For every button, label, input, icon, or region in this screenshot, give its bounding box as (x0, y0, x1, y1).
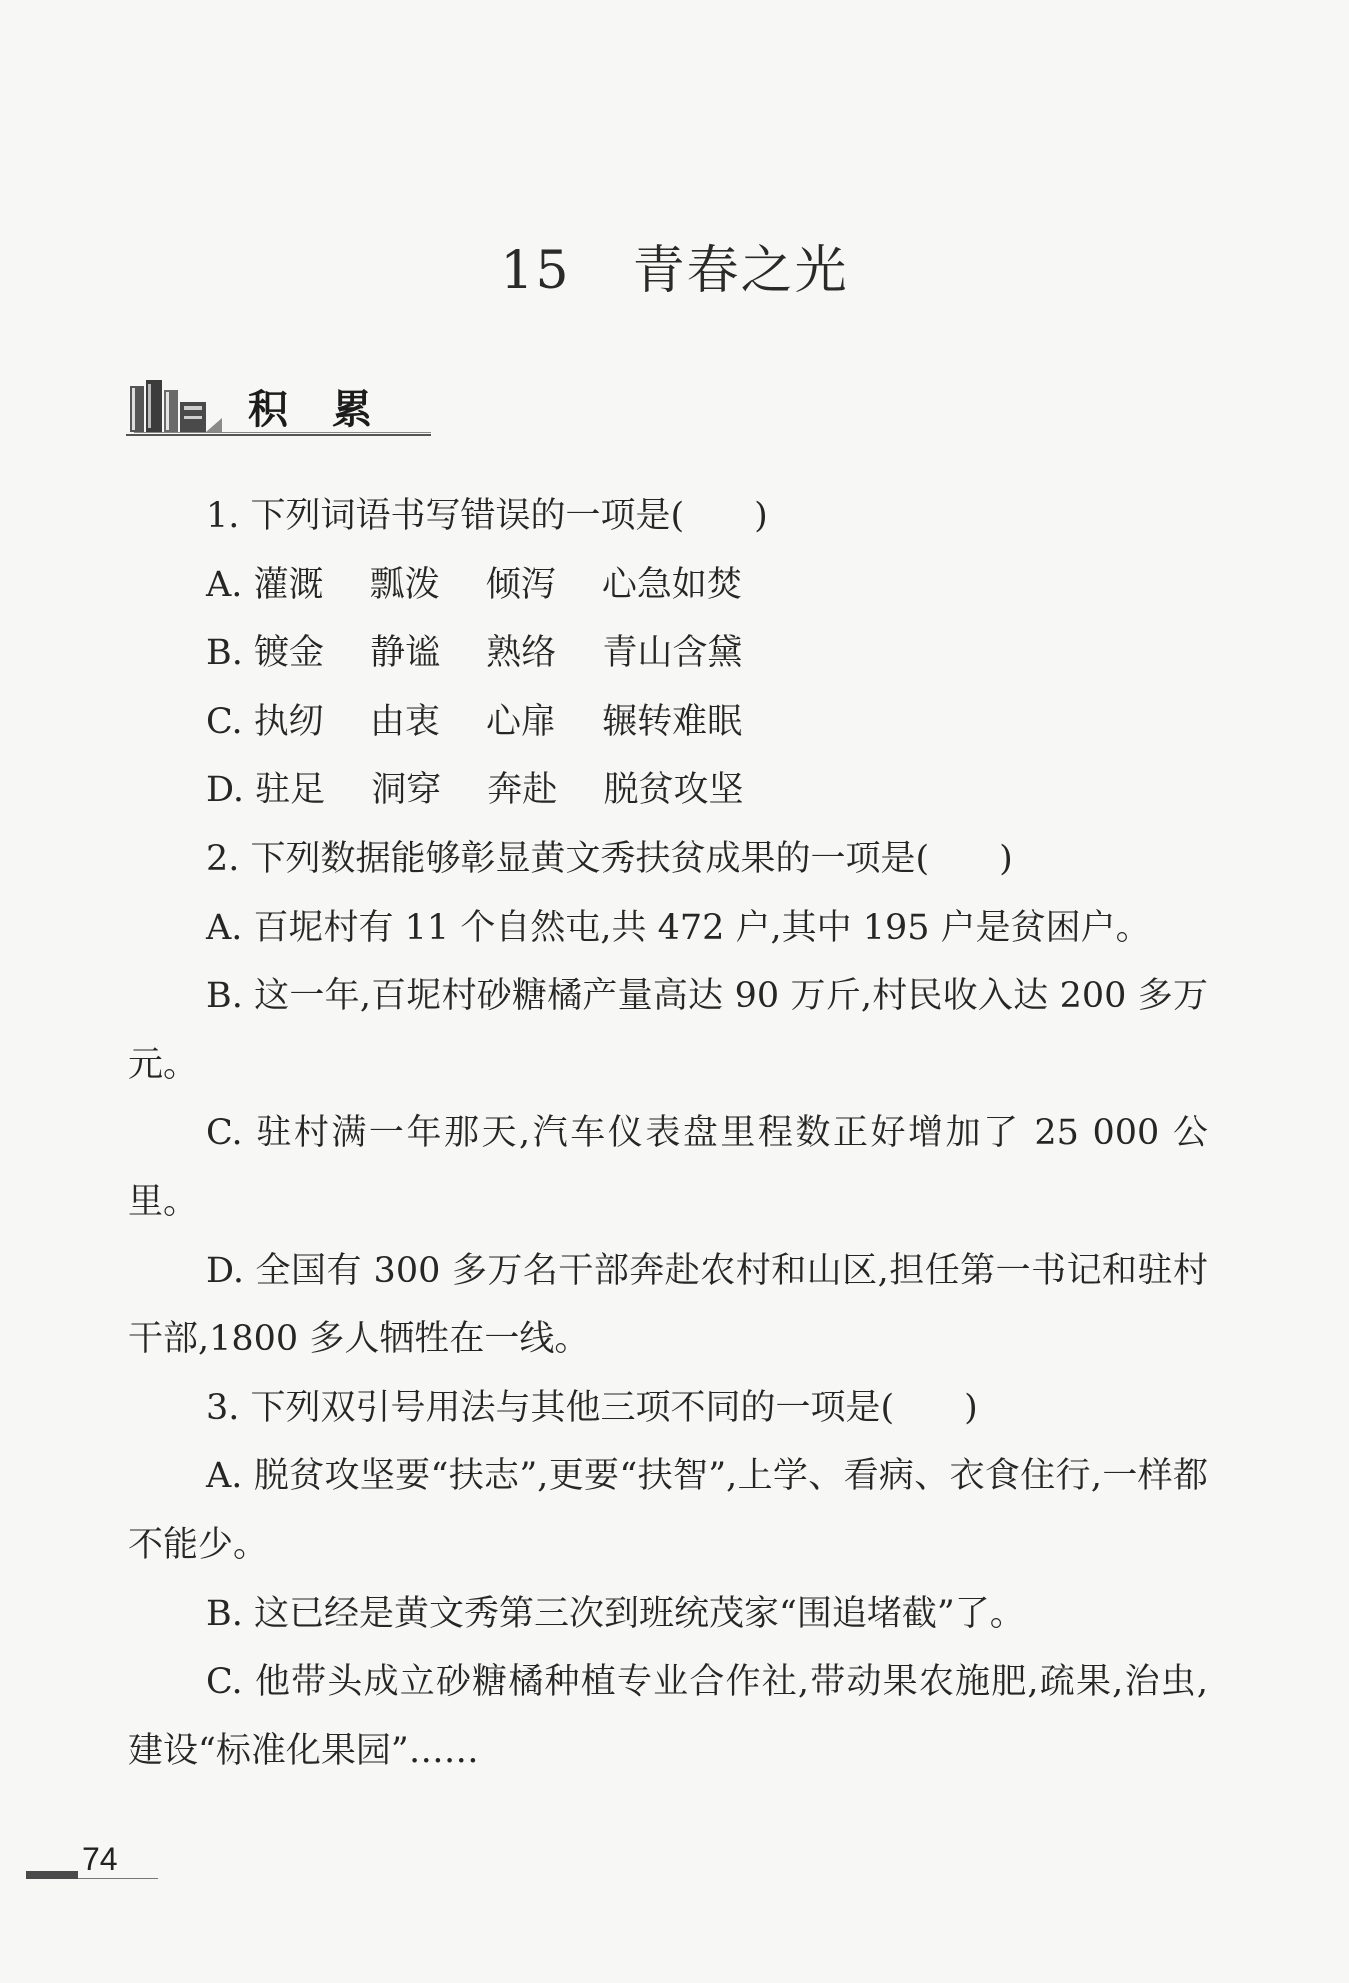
option: B. 这一年,百坭村砂糖橘产量高达 90 万斤,村民收入达 200 多万元。 (128, 976, 1208, 1085)
option: C. 执纫 由衷 心扉 辗转难眠 (206, 701, 743, 742)
questions (128, 482, 1208, 1785)
lesson-name: 青春之光 (632, 241, 849, 301)
footer-rule (78, 1878, 158, 1879)
option: B. 这已经是黄文秀第三次到班统茂家“围追堵截”了。 (206, 1593, 1025, 1634)
option: C. 驻村满一年那天,汽车仪表盘里程数正好增加了 25 000 公里。 (128, 1113, 1208, 1222)
option: D. 驻足 洞穿 奔赴 脱贫攻坚 (206, 770, 744, 811)
page-number: 74 (82, 1841, 118, 1877)
page-footer (26, 1841, 136, 1885)
option: A. 脱贫攻坚要“扶志”,更要“扶智”,上学、看病、衣食住行,一样都不能少。 (128, 1456, 1208, 1565)
lesson-title (0, 228, 1349, 303)
option: B. 镀金 静谧 熟络 青山含黛 (206, 633, 743, 674)
section-header (126, 376, 431, 438)
footer-bar (26, 1871, 78, 1879)
option: A. 灌溉 瓢泼 倾泻 心急如焚 (206, 564, 742, 605)
question-stem: 3. 下列双引号用法与其他三项不同的一项是( ) (206, 1387, 978, 1428)
question-stem: 2. 下列数据能够彰显黄文秀扶贫成果的一项是( ) (206, 838, 1013, 879)
option: D. 全国有 300 多万名干部奔赴农村和山区,担任第一书记和驻村干部,1800 多人牺牲在一线。 (128, 1250, 1208, 1360)
option: C. 他带头成立砂糖橘种植专业合作社,带动果农施肥,疏果,治虫,建设“标准化果园”…… (128, 1662, 1208, 1771)
section-label: 积累 (248, 387, 416, 433)
lesson-number: 15 (500, 241, 571, 301)
option: A. 百坭村有 11 个自然屯,共 472 户,其中 195 户是贫困户。 (206, 907, 1151, 948)
question-stem: 1. 下列词语书写错误的一项是( ) (206, 496, 768, 536)
